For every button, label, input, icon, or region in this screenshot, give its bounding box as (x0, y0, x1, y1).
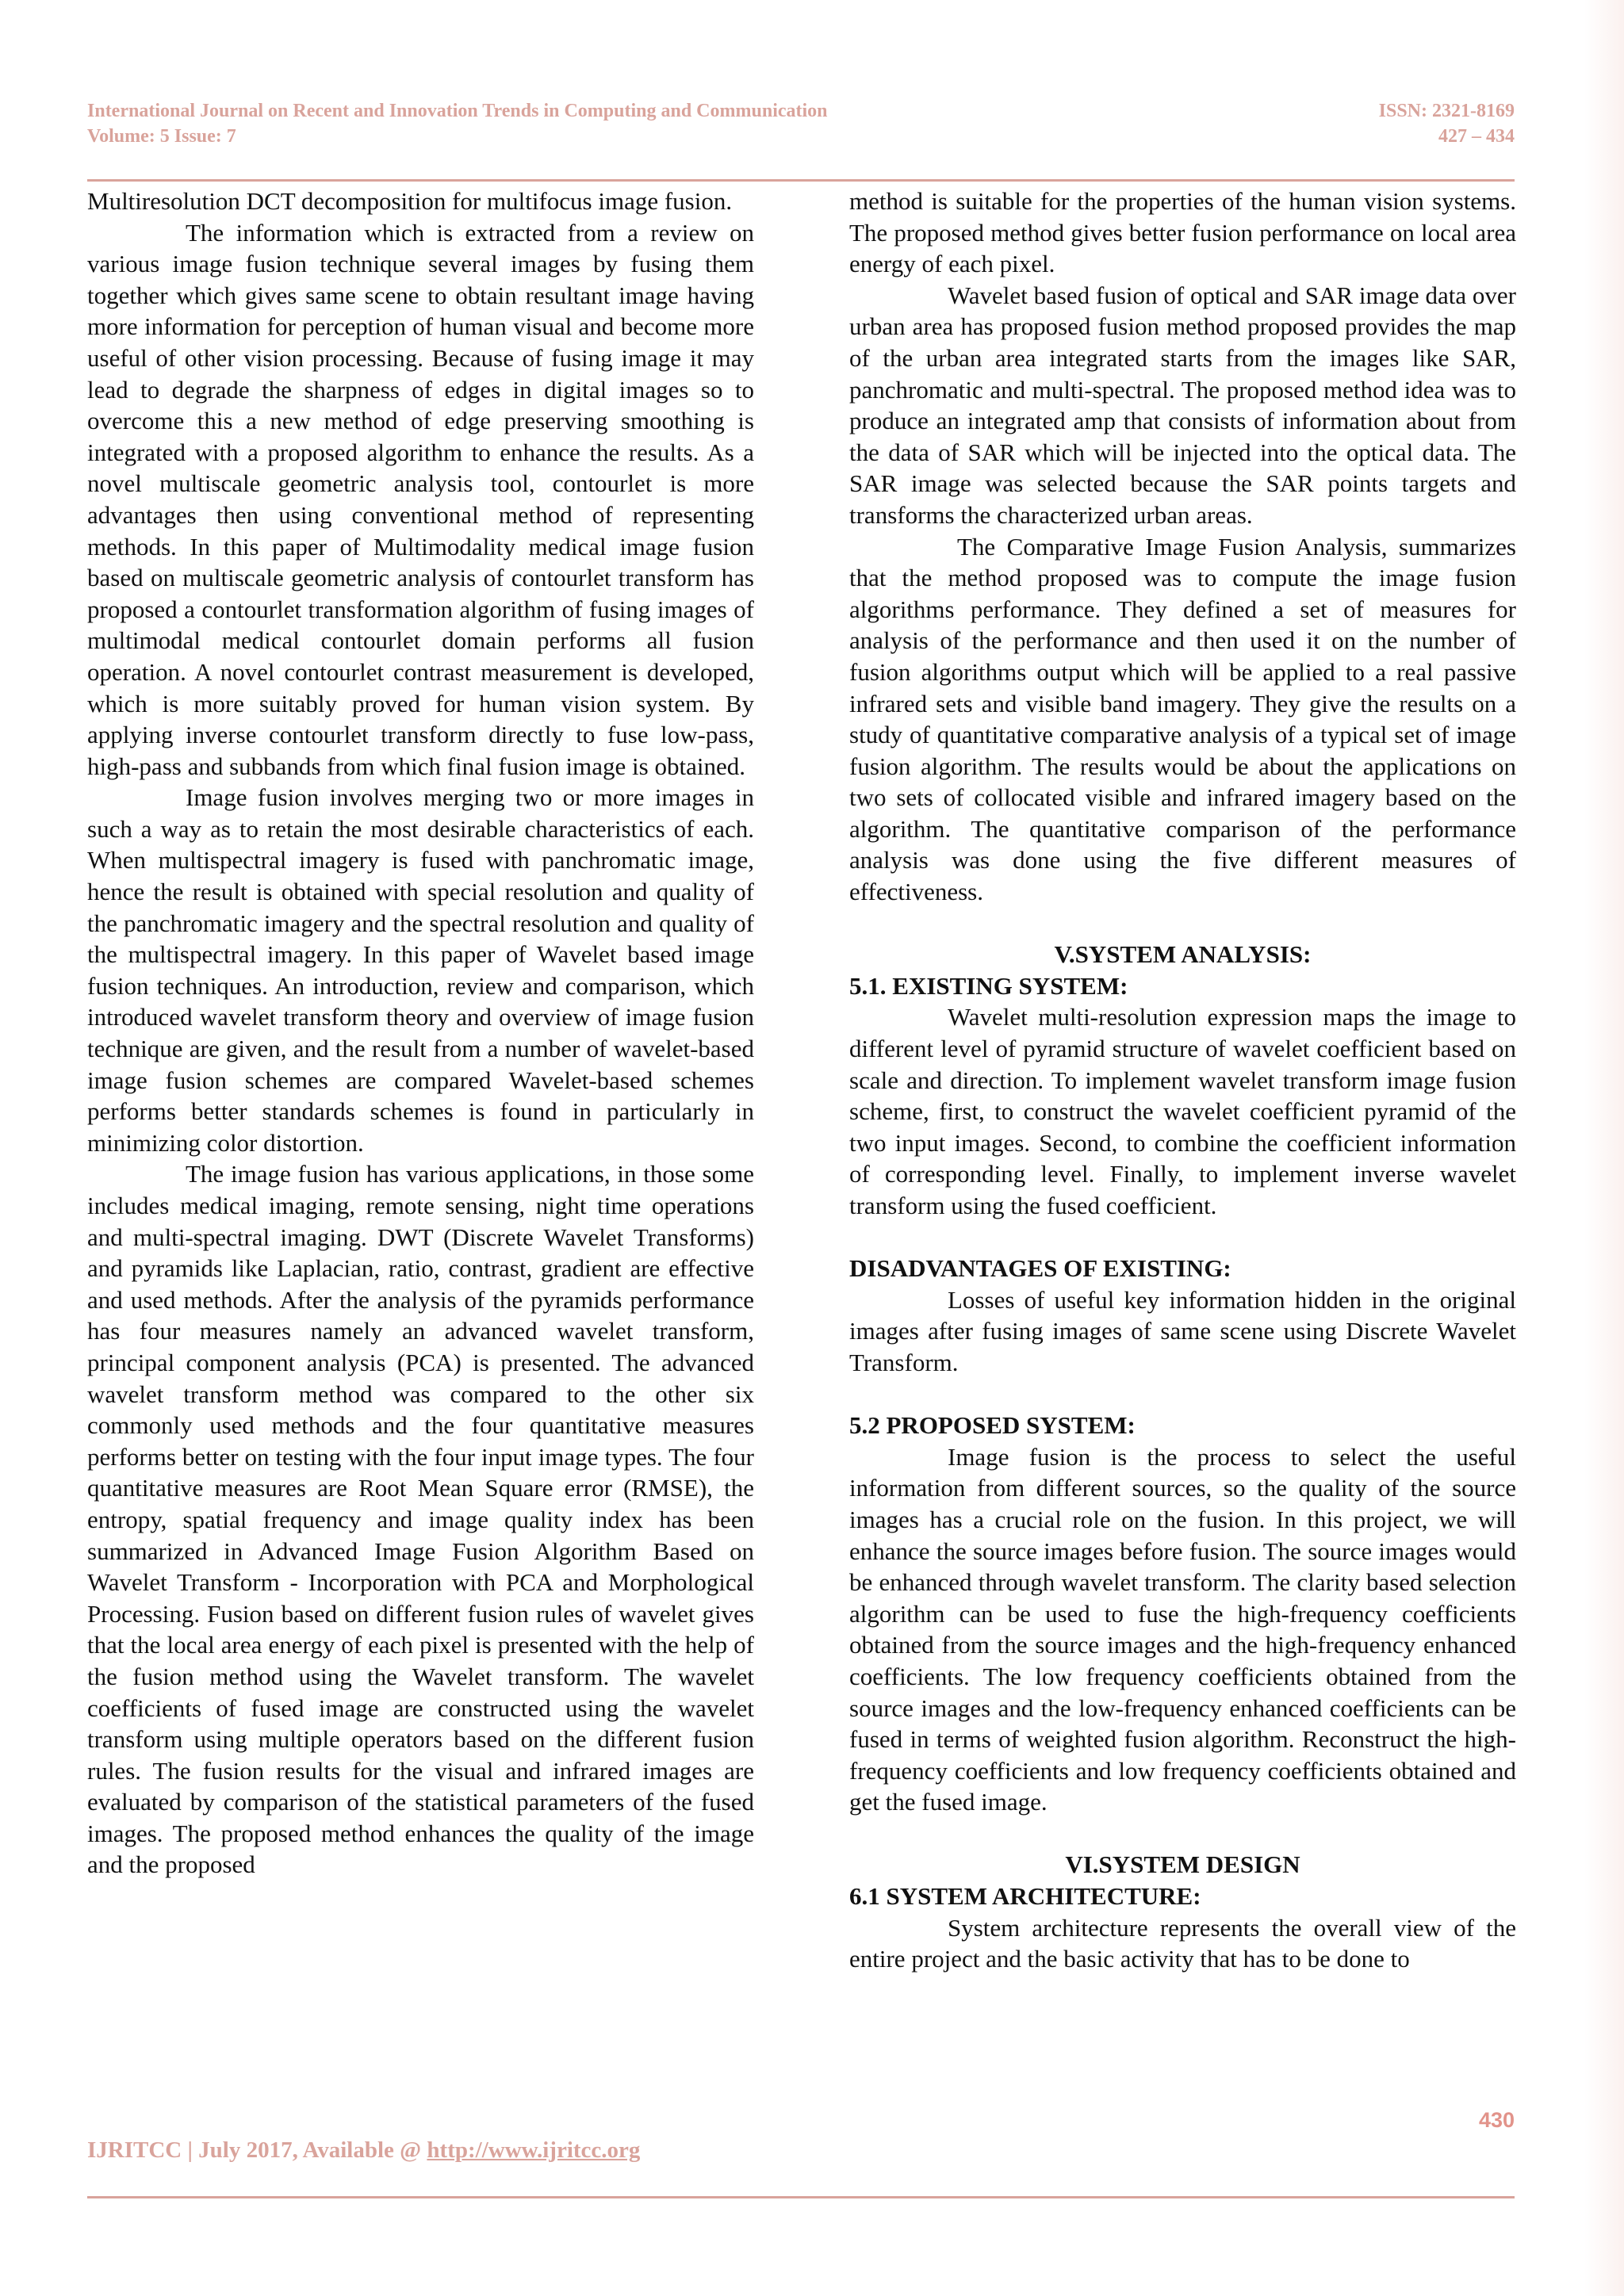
footer-divider (87, 2196, 1515, 2198)
running-header-right (1316, 98, 1515, 149)
subsection-heading: DISADVANTAGES OF EXISTING: (849, 1254, 1231, 1283)
right-column (849, 186, 1516, 1975)
paragraph: Image fusion is the process to select the useful information from different sources, so the quality of the source images has a crucial role on the fusion. In this project, we will enhance the source images before fusion. The source images would be enhanced through wavelet transform. The clarity based selection algorithm can be used to fuse the high-frequency coefficients obtained from the source images and the high-frequency enhanced coefficients. The low frequency coefficients obtained from the source images and the low-frequency enhanced coefficients can be fused in terms of weighted fusion algorithm. Reconstruct the high-frequency coefficients and low frequency coefficients obtained and get the fused image. (849, 1442, 1516, 1816)
issn: ISSN: 2321-8169 (1378, 101, 1515, 121)
paragraph: The Comparative Image Fusion Analysis, summarizes that the method proposed was to compute the image fusion algorithms performance. They defined a set of measures for analysis of the performance and then used it on the number of fusion algorithms output which will be applied to a real passive infrared sets and visible band imagery. They give the results on a study of quantitative comparative analysis of a typical set of image fusion algorithm. The results would be about the applications on two sets of collocated visible and infrared imagery based on the algorithm. The quantitative comparison of the performance analysis was done using the five different measures of effectiveness. (849, 532, 1516, 906)
spacer (849, 1222, 1516, 1253)
page-edge-tint (1584, 0, 1624, 2296)
journal-title: International Journal on Recent and Innovation Trends in Computing and Communication (87, 101, 828, 121)
subsection-heading: 5.2 PROPOSED SYSTEM: (849, 1411, 1136, 1440)
footer-link[interactable]: http://www.ijritcc.org (427, 2137, 641, 2163)
header-divider (87, 179, 1515, 182)
spacer (849, 908, 1516, 939)
page-range: 427 – 434 (1438, 126, 1515, 147)
spacer (849, 1818, 1516, 1850)
subsection-heading: 5.1. EXISTING SYSTEM: (849, 971, 1128, 1000)
left-column (87, 186, 754, 1881)
volume-issue: Volume: 5 Issue: 7 (87, 126, 236, 147)
page-number: 430 (1478, 2108, 1515, 2132)
paragraph: method is suitable for the properties of the human vision systems. The proposed method gives better fusion performance on local area energy of each pixel. (849, 187, 1516, 278)
section-heading: V.SYSTEM ANALYSIS: (1054, 940, 1312, 969)
paragraph: The image fusion has various applications, in those some includes medical imaging, remote sensing, night time operations and multi-spectral imaging. DWT (Discrete Wavelet Transforms) and pyramids like Laplacian, ratio, contrast, gradient are effective and used methods. After the analysis of the pyramids performance has four measures namely an advanced wavelet transform, principal component analysis (PCA) is presented. The advanced wavelet transform method was compared to the other six commonly used methods and the four quantitative measures performs better on testing with the four input image types. The four quantitative measures are Root Mean Square error (RMSE), the entropy, spatial frequency and image quality index has been summarized in Advanced Image Fusion Algorithm Based on Wavelet Transform - Incorporation with PCA and Morphological Processing. Fusion based on different fusion rules of wavelet gives that the local area energy of each pixel is presented with the help of the fusion method using the Wavelet transform. The wavelet coefficients of fused image are constructed using the wavelet transform using multiple operators based on the different fusion rules. The fusion results for the visual and infrared images are evaluated by comparison of the statistical parameters of the fused images. The proposed method enhances the quality of the image and the proposed (87, 1160, 754, 1879)
paragraph: Losses of useful key information hidden in the original images after fusing images of same scene using Discrete Wavelet Transform. (849, 1285, 1516, 1376)
paragraph: System architecture represents the overall view of the entire project and the basic activity that has to be done to (849, 1913, 1516, 1973)
paragraph: Multiresolution DCT decomposition for multifocus image fusion. (87, 187, 733, 215)
spacer (849, 1379, 1516, 1410)
paragraph: The information which is extracted from a review on various image fusion technique several images by fusing them together which gives same scene to obtain resultant image having more information for perception of human visual and become more useful of other vision processing. Because of fusing image it may lead to degrade the sharpness of edges in digital images so to overcome this a new method of edge preserving smoothing is integrated with a proposed algorithm to enhance the results. As a novel multiscale geometric analysis tool, contourlet is more advantages then using conventional method of representing methods. In this paper of Multimodality medical image fusion based on multiscale geometric analysis of contourlet transform has proposed a contourlet transformation algorithm of fusing images of multimodal medical contourlet domain performs all fusion operation. A novel contourlet contrast measurement is developed, which is more suitably proved for human vision system. By applying inverse contourlet transform directly to fuse low-pass, high-pass and subbands from which final fusion image is obtained. (87, 218, 754, 780)
footer (87, 2134, 640, 2166)
running-header-left (87, 98, 828, 149)
section-heading: VI.SYSTEM DESIGN (1065, 1850, 1300, 1879)
footer-text: IJRITCC | July 2017, Available @ (87, 2137, 427, 2163)
paragraph: Image fusion involves merging two or more images in such a way as to retain the most desirable characteristics of each. When multispectral imagery is fused with panchromatic image, hence the result is obtained with special resolution and quality of the panchromatic imagery and the spectral resolution and quality of the multispectral imagery. In this paper of Wavelet based image fusion techniques. An introduction, review and comparison, which introduced wavelet transform theory and overview of image fusion technique are given, and the result from a number of wavelet-based image fusion schemes are compared Wavelet-based schemes performs better standards schemes is found in particularly in minimizing color distortion. (87, 783, 754, 1157)
subsection-heading: 6.1 SYSTEM ARCHITECTURE: (849, 1882, 1201, 1911)
paragraph: Wavelet multi-resolution expression maps the image to different level of pyramid structure of wavelet coefficient based on scale and direction. To implement wavelet transform image fusion scheme, first, to construct the wavelet coefficient pyramid of the two input images. Second, to combine the coefficient information of corresponding level. Finally, to implement inverse wavelet transform using the fused coefficient. (849, 1003, 1516, 1219)
paragraph: Wavelet based fusion of optical and SAR image data over urban area has proposed fusion method proposed provides the map of the urban area integrated starts from the images like SAR, panchromatic and multi-spectral. The proposed method idea was to produce an integrated amp that consists of information about from the data of SAR which will be injected into the optical data. The SAR image was selected because the SAR points targets and transforms the characterized urban areas. (849, 281, 1516, 529)
